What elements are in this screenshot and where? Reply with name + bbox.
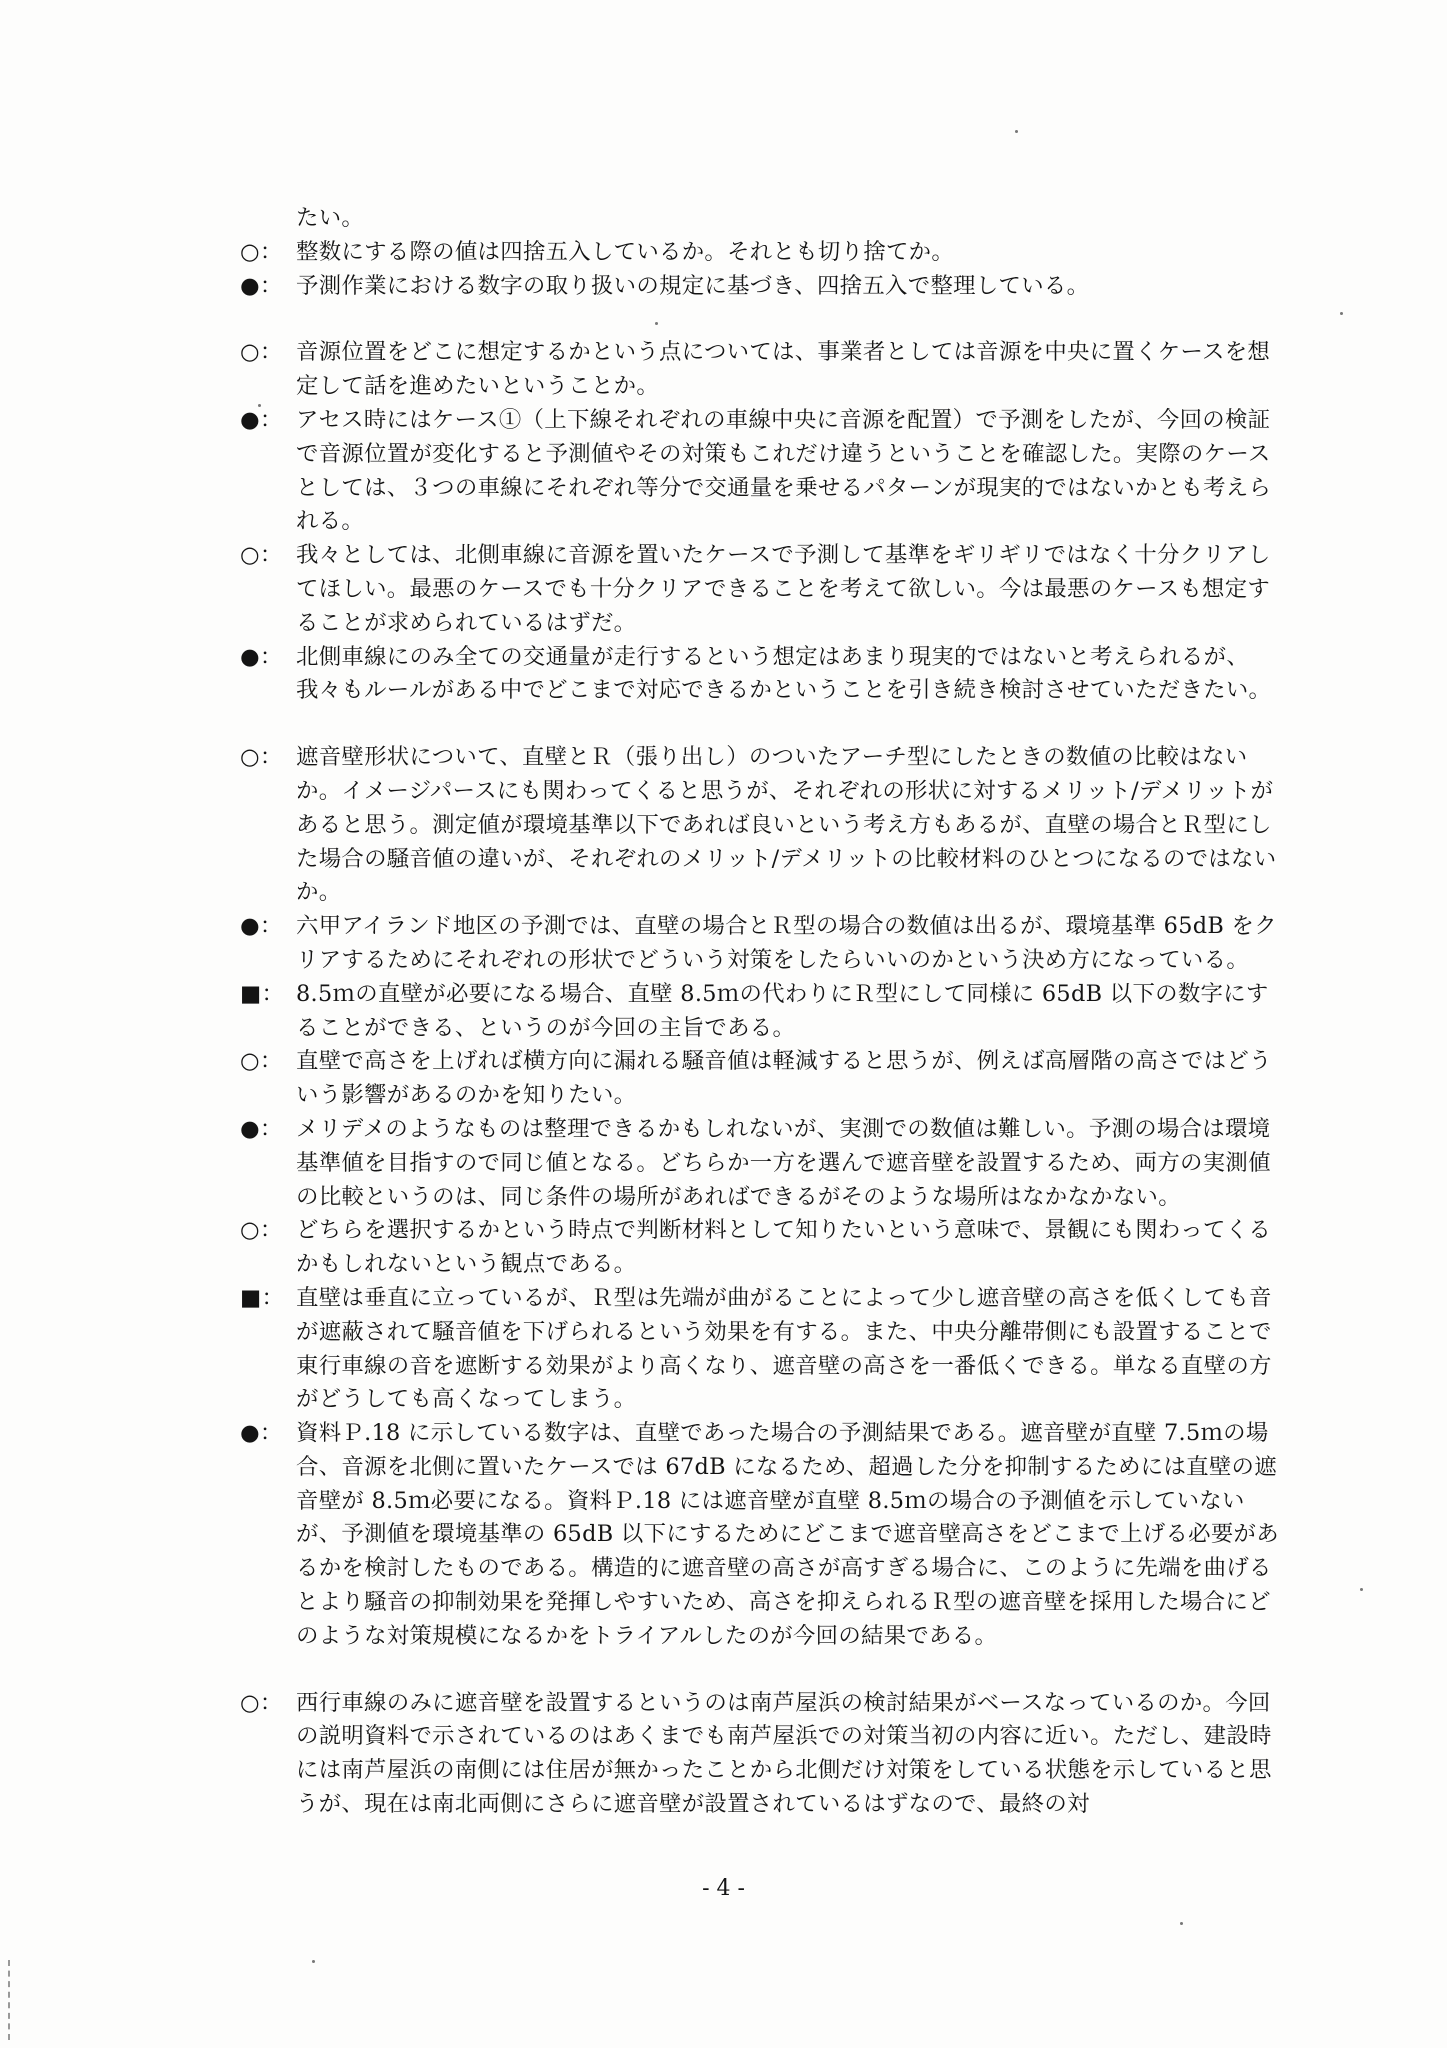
entry-text: 六甲アイランド地区の予測では、直壁の場合とＲ型の場合の数値は出るが、環境基準 65dB をクリアするためにそれぞれの形状でどういう対策をしたらいいのかという決め方になっている。 (296, 913, 1277, 973)
minutes-entry (240, 741, 1280, 910)
scan-speck (1360, 1588, 1363, 1591)
scan-speck (655, 322, 658, 325)
speaker-mark: ●： (240, 913, 283, 940)
scan-speck (258, 404, 261, 407)
minutes-entry (240, 404, 1280, 539)
minutes-entry (240, 539, 1280, 640)
minutes-entry (240, 1417, 1280, 1654)
speaker-mark: ■： (240, 1284, 285, 1311)
entry-text: 8.5ｍの直壁が必要になる場合、直壁 8.5ｍの代わりにＲ型にして同様に 65dB 以下の数字にすることができる、というのが今回の主旨である。 (296, 980, 1269, 1041)
entry-text: たい。 (296, 205, 365, 231)
paragraph-gap (240, 303, 1280, 336)
entry-text: アセス時にはケース①（上下線それぞれの車線中央に音源を配置）で予測をしたが、今回の検証で音源位置が変化すると予測値やその対策もこれだけ違うということを確認した。実際のケースとしては、３つの車線にそれぞれ等分で交通量を乗せるパターンが現実的ではないかとも考えられる。 (296, 406, 1272, 535)
entry-text: どちらを選択するかという時点で判断材料として知りたいという意味で、景観にも関わってくるかもしれないという観点である。 (296, 1217, 1272, 1278)
minutes-entry (240, 641, 1280, 709)
speaker-mark: ●： (240, 406, 283, 433)
speaker-mark: ■： (240, 980, 285, 1007)
speaker-mark: ●： (240, 1420, 283, 1447)
scan-edge-mark (8, 1960, 12, 2040)
minutes-entry (240, 336, 1280, 404)
minutes-entry (240, 270, 1280, 304)
speaker-mark: ○： (240, 1217, 283, 1244)
scan-speck (1015, 130, 1018, 133)
entry-text: 資料Ｐ.18 に示している数字は、直壁であった場合の予測結果である。遮音壁が直壁 7.5ｍの場合、音源を北側に置いたケースでは 67dB になるため、超過した分を抑制するためには直壁の遮音壁が 8.5ｍ必要になる。資料Ｐ.18 には遮音壁が直壁 8.5ｍの場合の予測値を示していないが、予測値を環境基準の 65dB 以下にするためにどこまで遮音壁高さをどこまで上げる必要があるかを検討したものである。構造的に遮音壁の高さが高すぎる場合に、このように先端を曲げるとより騒音の抑制効果を発揮しやすいため、高さを抑えられるＲ型の遮音壁を採用した場合にどのような対策規模になるかをトライアルしたのが今回の結果である。 (296, 1420, 1279, 1649)
speaker-mark: ○： (240, 1689, 283, 1716)
speaker-mark: ○： (240, 339, 283, 366)
scan-speck (1180, 1922, 1183, 1925)
entry-text: 我々としては、北側車線に音源を置いたケースで予測して基準をギリギリではなく十分クリアしてほしい。最悪のケースでも十分クリアできることを考えて欲しい。今は最悪のケースも想定することが求められているはずだ。 (296, 542, 1271, 636)
entry-text: 遮音壁形状について、直壁とＲ（張り出し）のついたアーチ型にしたときの数値の比較はないか。イメージパースにも関わってくると思うが、それぞれの形状に対するメリット/デメリットがあると思う。測定値が環境基準以下であれば良いという考え方もあるが、直壁の場合とＲ型にした場合の騒音値の違いが、それぞれのメリット/デメリットの比較材料のひとつになるのではないか。 (296, 744, 1277, 906)
minutes-entry (240, 1045, 1280, 1113)
minutes-entry (240, 910, 1280, 978)
minutes-entry (240, 1214, 1280, 1282)
paragraph-gap (240, 1654, 1280, 1687)
minutes-entry (240, 1687, 1280, 1822)
page-number: - 4 - (702, 1876, 745, 1901)
speaker-mark: ○： (240, 744, 283, 771)
minutes-entry (240, 978, 1280, 1046)
minutes-entry (240, 202, 1280, 236)
entry-text: 西行車線のみに遮音壁を設置するというのは南芦屋浜の検討結果がベースなっているのか。今回の説明資料で示されているのはあくまでも南芦屋浜での対策当初の内容に近い。ただし、建設時には南芦屋浜の南側には住居が無かったことから北側だけ対策をしている状態を示していると思うが、現在は南北両側にさらに遮音壁が設置されているはずなので、最終の対 (296, 1689, 1272, 1818)
entry-text: 予測作業における数字の取り扱いの規定に基づき、四捨五入で整理している。 (296, 272, 1090, 299)
minutes-entry (240, 1113, 1280, 1214)
minutes-body (240, 202, 1280, 1822)
scan-speck (1340, 312, 1343, 315)
scan-speck (312, 1960, 315, 1963)
entry-text: 音源位置をどこに想定するかという点については、事業者としては音源を中央に置くケースを想定して話を進めたいということか。 (296, 339, 1271, 400)
speaker-mark: ●： (240, 272, 283, 299)
entry-text: 直壁で高さを上げれば横方向に漏れる騒音値は軽減すると思うが、例えば高層階の高さではどういう影響があるのかを知りたい。 (296, 1048, 1272, 1109)
speaker-mark: ●： (240, 1115, 283, 1142)
minutes-entry (240, 236, 1280, 270)
entry-text: 直壁は垂直に立っているが、Ｒ型は先端が曲がることによって少し遮音壁の高さを低くしても音が遮蔽されて騒音値を下げられるという効果を有する。また、中央分離帯側にも設置することで東行車線の音を遮断する効果がより高くなり、遮音壁の高さを一番低くできる。単なる直壁の方がどうしても高くなってしまう。 (296, 1284, 1272, 1413)
entry-text: 北側車線にのみ全ての交通量が走行するという想定はあまり現実的ではないと考えられるが、我々もルールがある中でどこまで対応できるかということを引き続き検討させていただきたい。 (296, 643, 1272, 704)
entry-text: メリデメのようなものは整理できるかもしれないが、実測での数値は難しい。予測の場合は環境基準値を目指すので同じ値となる。どちらか一方を選んで遮音壁を設置するため、両方の実測値の比較というのは、同じ条件の場所があればできるがそのような場所はなかなかない。 (296, 1115, 1271, 1210)
paragraph-gap (240, 708, 1280, 741)
minutes-entry (240, 1282, 1280, 1417)
speaker-mark: ●： (240, 643, 283, 670)
entry-text: 整数にする際の値は四捨五入しているか。それとも切り捨てか。 (296, 238, 955, 265)
speaker-mark: ○： (240, 542, 283, 569)
speaker-mark: ○： (240, 1048, 283, 1075)
speaker-mark: ○： (240, 238, 283, 265)
